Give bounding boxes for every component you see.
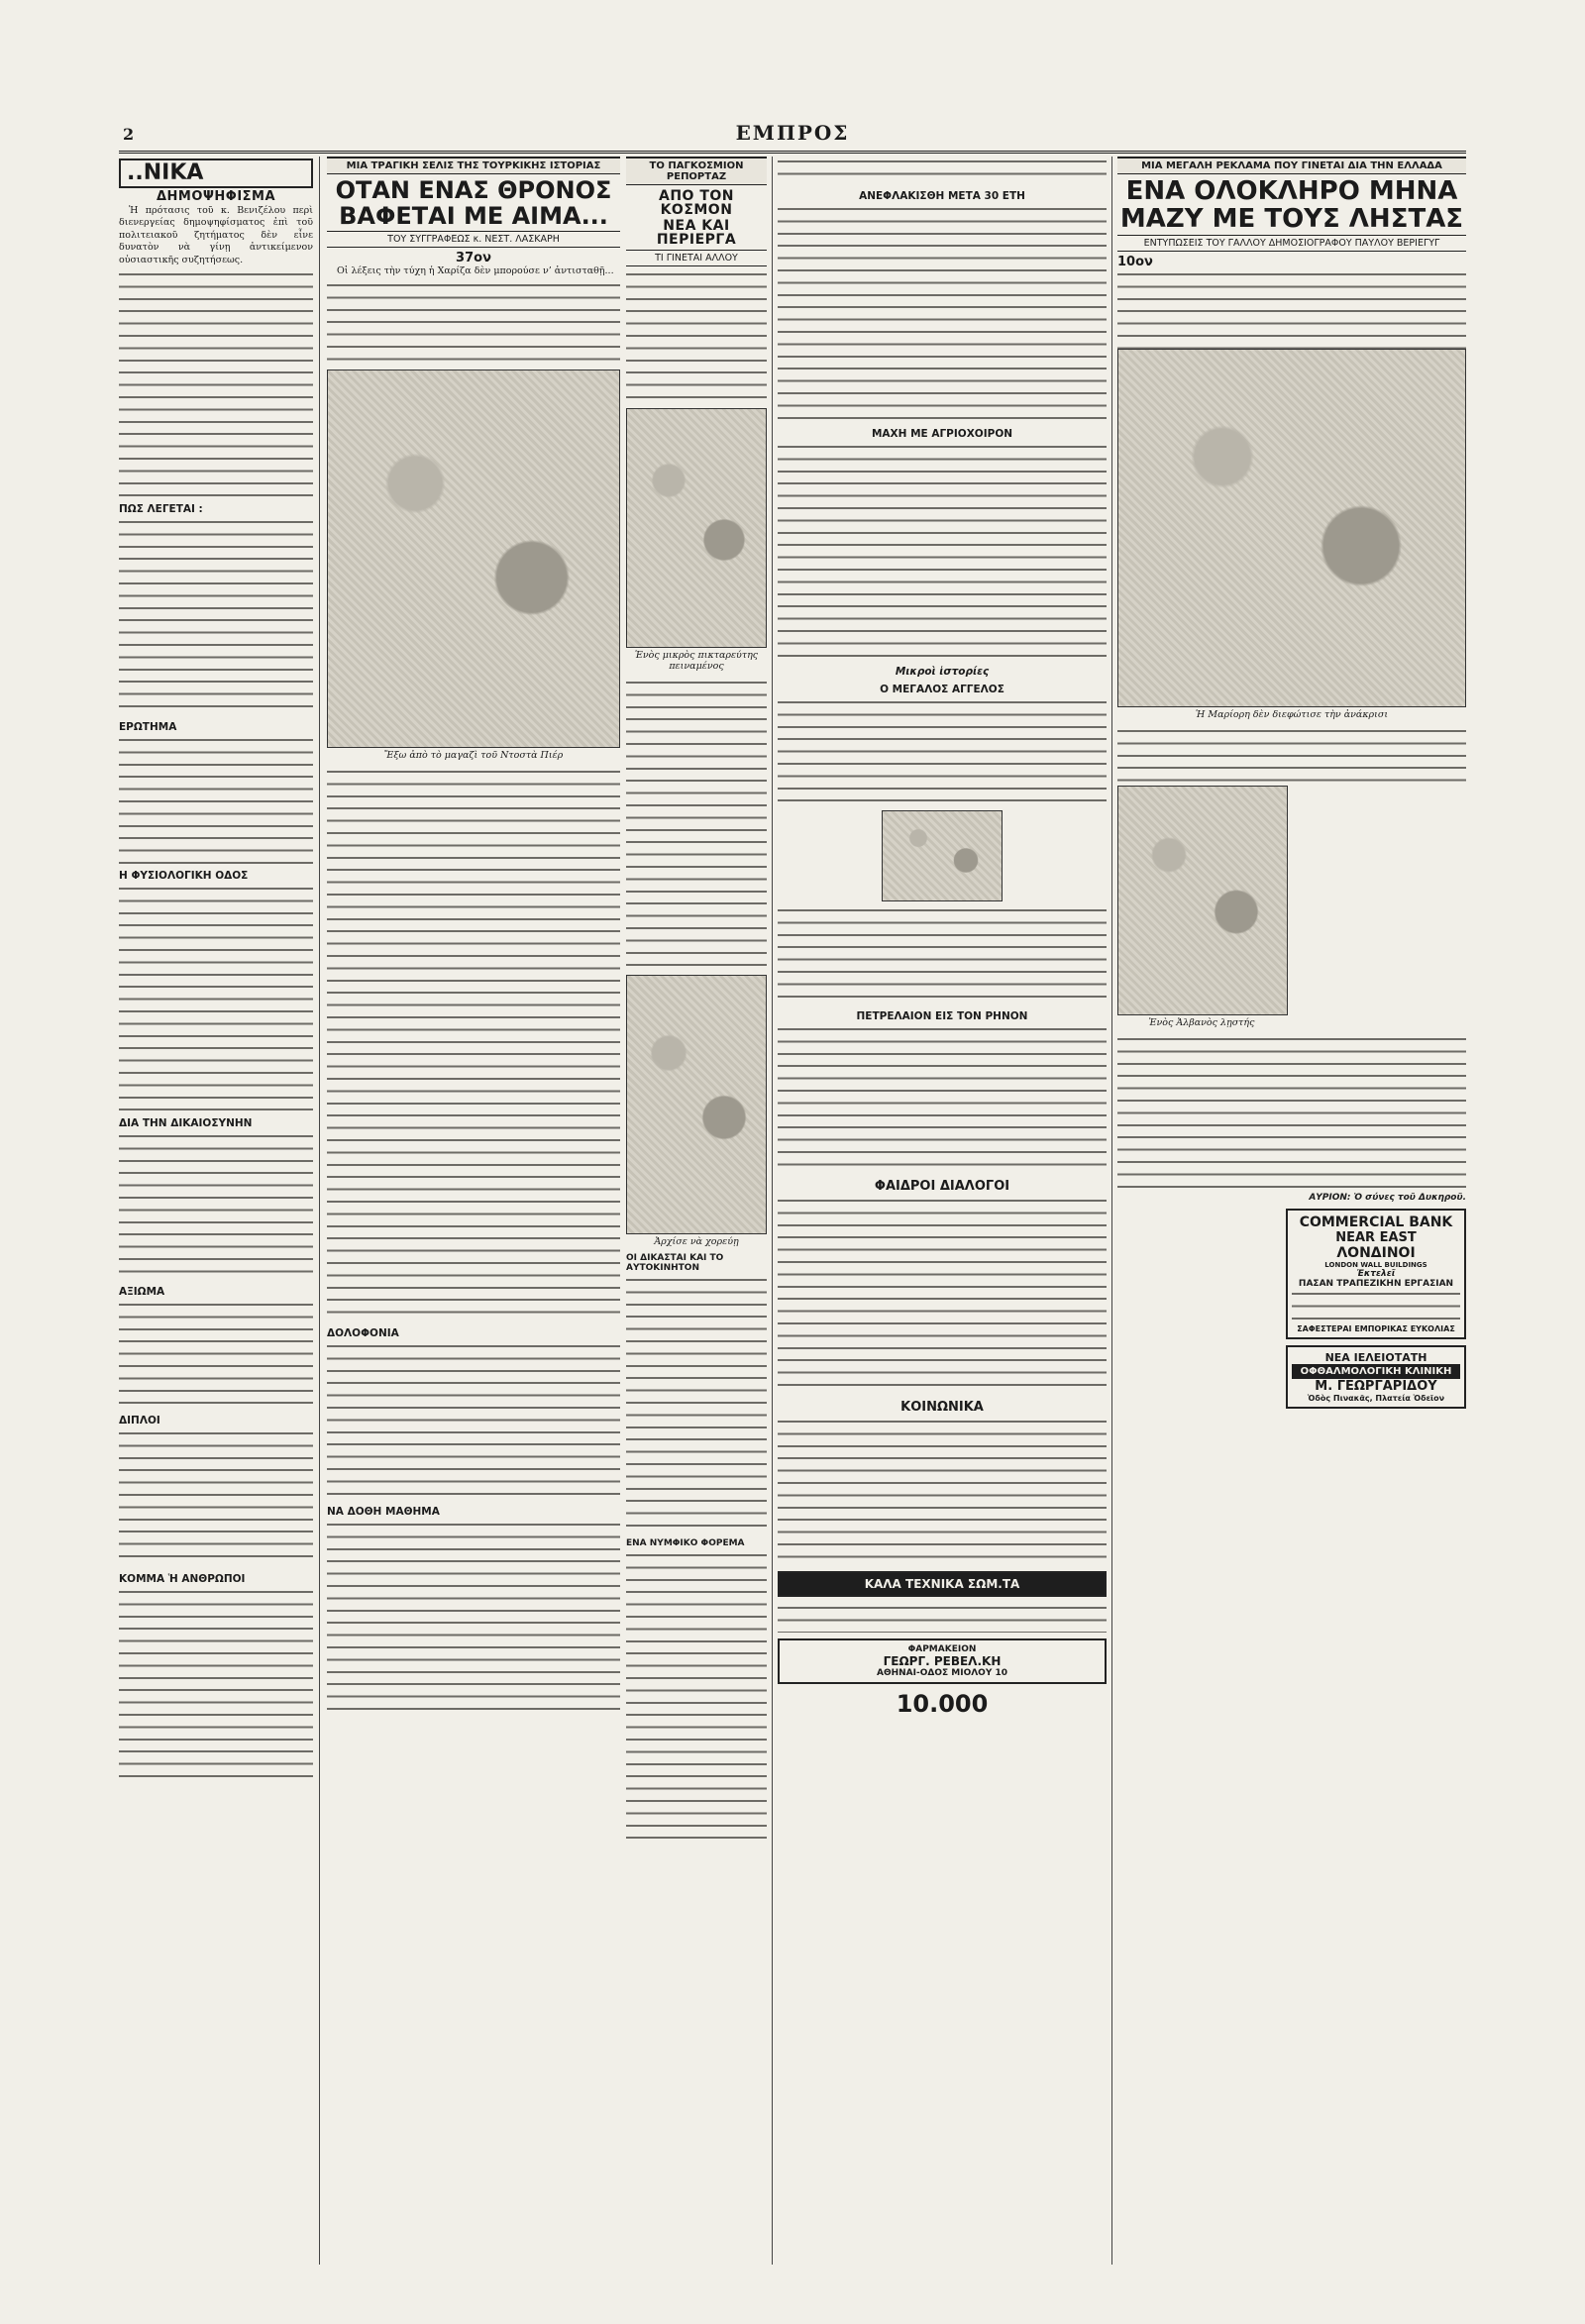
photo-caption: Ἑνὸς Ἀλβανὸς λῃστής — [1148, 1017, 1255, 1028]
subheading: ΔΙΠΛΟΙ — [119, 1415, 160, 1427]
column-world-news — [626, 157, 767, 2265]
story-kicker: ΜΙΑ ΜΕΓΑΛΗ ΡΕΚΛΑΜΑ ΠΟΥ ΓΙΝΕΤΑΙ ΔΙΑ ΤΗΝ ΕΛΛΑΔΑ — [1117, 157, 1466, 174]
subheading: ΦΑΙΔΡΟΙ ΔΙΑΛΟΓΟΙ — [874, 1179, 1010, 1194]
article-body — [626, 678, 767, 975]
bank-tagline: ΣΑΦΕΣΤΕΡΑΙ ΕΜΠΟΡΙΚΑΣ ΕΥΚΟΛΙΑΣ — [1297, 1324, 1455, 1333]
column-politics — [119, 157, 313, 2265]
bank-offer: Ἐκτελεῖ — [1356, 1269, 1396, 1279]
subheading: ΑΝΕΦΛΑΚΙΣΘΗ ΜΕΤΑ 30 ΕΤΗ — [859, 190, 1025, 202]
ad-title: ΦΑΡΜΑΚΕΙΟΝ — [907, 1644, 977, 1654]
subheading: ΠΩΣ ΛΕΓΕΤΑΙ : — [119, 503, 203, 516]
photo-illustration — [626, 408, 767, 648]
ad-body — [778, 1603, 1107, 1633]
article-body — [119, 269, 313, 497]
subheading: ΕΡΩΤΗΜΑ — [119, 721, 177, 734]
subheading: ΔΟΛΟΦΟΝΙΑ — [327, 1327, 399, 1340]
advertisement-suits — [778, 1571, 1107, 1597]
photo-caption: Ἡ Μαρίορη δὲν διεφώτισε τὴν ἀνάκρισι — [1195, 709, 1389, 720]
column-rule — [1111, 157, 1112, 2265]
column-story-throne — [327, 157, 620, 2265]
subheading: ΟΙ ΔΙΚΑΣΤΑΙ ΚΑΙ ΤΟ ΑΥΤΟΚΙΝΗΤΟΝ — [626, 1253, 724, 1273]
article-body — [778, 1024, 1107, 1173]
bandit-photo — [1117, 786, 1288, 1015]
subheading: ΑΞΙΩΜΑ — [119, 1286, 165, 1299]
next-installment: ΑΥΡΙΟΝ: Ὁ σύνες τοῦ Δυκηροῦ. — [1309, 1193, 1466, 1203]
story-lead: Οἱ λέξεις τὴν τύχη ἡ Χαρίζα δὲν μπορούσε ν’ ἀντισταθῇ... — [337, 265, 614, 276]
article-body — [778, 157, 1107, 184]
article-body — [119, 1300, 313, 1409]
subheading: ΚΟΙΝΩΝΙΚΑ — [900, 1400, 984, 1415]
advertisement-clinic — [1286, 1345, 1466, 1409]
subheading: ΝΑ ΔΟΘΗ ΜΑΘΗΜΑ — [327, 1506, 440, 1519]
story-kicker: ΜΙΑ ΤΡΑΓΙΚΗ ΣΕΛΙΣ ΤΗΣ ΤΟΥΡΚΙΚΗΣ ΙΣΤΟΡΙΑΣ — [327, 157, 620, 174]
article-body — [778, 1417, 1107, 1565]
article-body — [119, 1587, 313, 1785]
subheading: Ο ΜΕΓΑΛΟΣ ΑΓΓΕΛΟΣ — [880, 684, 1004, 695]
article-body — [778, 905, 1107, 1004]
ad-title: ΚΑΛΑ ΤΕΧΝΙΚΑ ΣΩΜ.ΤΑ — [864, 1577, 1020, 1591]
photo-caption: Ἑνὸς μικρὸς πικταρεύτης πειναμένος — [634, 650, 759, 672]
column-bandits-story — [1117, 157, 1466, 2265]
bank-address: LONDON WALL BUILDINGS — [1324, 1261, 1427, 1269]
story-headline: ΟΤΑΝ ΕΝΑΣ ΘΡΟΝΟΣ — [335, 176, 612, 204]
newspaper-name: ΕΜΠΡΟΣ — [735, 121, 850, 145]
clinic-address: Ὁδὸς Πινακᾶς, Πλατεία Ὁδεῖον — [1307, 1394, 1445, 1403]
advertisement-pharmacy — [778, 1638, 1107, 1684]
article-body — [119, 884, 313, 1111]
illustration-caption: Ἀρχίσε νὰ χορεύῃ — [654, 1236, 739, 1247]
article-body — [626, 269, 767, 408]
subheading: Μικροὶ ἱστορίες — [895, 666, 990, 678]
article-body — [327, 1341, 620, 1500]
section-sub: ΤΙ ΓΙΝΕΤΑΙ ΑΛΛΟΥ — [626, 250, 767, 266]
advertisement-bank — [1286, 1209, 1466, 1339]
subheading: ΠΕΤΡΕΛΑΙΟΝ ΕΙΣ ΤΟΝ ΡΗΝΟΝ — [856, 1010, 1028, 1022]
clinic-doctor: Μ. ΓΕΩΡΓΑΡΙΔΟΥ — [1315, 1379, 1437, 1394]
article-body — [626, 1550, 767, 1848]
article-body — [119, 517, 313, 715]
column-miscellany — [778, 157, 1107, 2265]
page-number: 2 — [123, 125, 135, 144]
article-lead: Ἡ πρότασις τοῦ κ. Βενιζέλου περὶ διενεργείας δημοψηφίσματος ἐπὶ τοῦ πολιτειακοῦ ζητήματος δὲν εἶνε δυνατὸν νὰ γίνῃ ἀντικείμενον οὐσιαστικῆς συζητήσεως. — [119, 205, 313, 265]
article-body — [778, 204, 1107, 422]
installment-number: 10ον — [1117, 255, 1153, 269]
subheading: Η ΦΥΣΙΟΛΟΓΙΚΗ ΟΔΟΣ — [119, 870, 249, 883]
article-body — [778, 697, 1107, 806]
story-byline: ΕΝΤΥΠΩΣΕΙΣ ΤΟΥ ΓΑΛΛΟΥ ΔΗΜΟΣΙΟΓΡΑΦΟΥ ΠΑΥΛΟΥ ΒΕΡΙΕΓΥΓ — [1117, 235, 1466, 252]
article-body — [327, 1520, 620, 1718]
story-body — [1117, 1034, 1466, 1193]
subheading: ΔΙΑ ΤΗΝ ΔΙΚΑΙΟΣΥΝΗΝ — [119, 1117, 253, 1130]
story-body — [1117, 269, 1466, 349]
section-title: ..ΝΙΚΑ — [119, 158, 313, 188]
ad-body — [1292, 1289, 1460, 1324]
bank-city: ΛΟΝΔΙΝΟΙ — [1336, 1245, 1416, 1261]
section-headline: ΑΠΟ ΤΟΝ ΚΟΣΜΟΝ — [659, 188, 734, 218]
bank-name-2: NEAR EAST — [1335, 1230, 1417, 1245]
column-rule — [319, 157, 320, 2265]
ad-address: ΑΘΗΝΑΙ-ΟΔΟΣ ΜΙΟΛΟΥ 10 — [876, 1668, 1008, 1678]
section-headline: ΝΕΑ ΚΑΙ ΠΕΡΙΕΡΓΑ — [656, 218, 737, 248]
subheading: ΕΝΑ ΝΥΜΦΙΚΟ ΦΟΡΕΜΑ — [626, 1538, 745, 1548]
story-body — [327, 767, 620, 1321]
story-headline: ΒΑΦΕΤΑΙ ΜΕ ΑΙΜΑ... — [339, 202, 608, 230]
story-headline: ΕΝΑ ΟΛΟΚΛΗΡΟ ΜΗΝΑ — [1125, 176, 1458, 206]
story-illustration — [327, 370, 620, 748]
bank-name: COMMERCIAL BANK — [1299, 1215, 1453, 1230]
ad-price: 10.000 — [896, 1690, 989, 1718]
illustration-caption: Ἔξω ἀπὸ τὸ μαγαζὶ τοῦ Ντοστὰ Πιέρ — [383, 750, 564, 762]
clinic-tag: ΝΕΑ ΙΕΛΕΙΟΤΑΤΗ — [1324, 1351, 1427, 1364]
article-headline: ΔΗΜΟΨΗΦΙΣΜΑ — [156, 189, 276, 204]
article-body — [778, 442, 1107, 660]
story-body — [327, 280, 620, 370]
column-rule — [772, 157, 773, 2265]
story-byline: ΤΟΥ ΣΥΓΓΡΑΦΕΩΣ κ. ΝΕΣΤ. ΛΑΣΚΑΡΗ — [327, 231, 620, 248]
story-body — [1117, 726, 1466, 786]
story-photo — [1117, 349, 1466, 707]
article-body — [119, 1428, 313, 1567]
article-body — [119, 735, 313, 864]
subheading: ΜΑΧΗ ΜΕ ΑΓΡΙΟΧΟΙΡΟΝ — [871, 428, 1013, 440]
article-body — [778, 1196, 1107, 1394]
children-illustration — [882, 810, 1003, 901]
installment-number: 37ον — [456, 251, 491, 265]
bank-services: ΠΑΣΑΝ ΤΡΑΠΕΖΙΚΗΝ ΕΡΓΑΣΙΑΝ — [1298, 1279, 1454, 1289]
article-body — [626, 1275, 767, 1532]
clinic-name: ΟΦΘΑΛΜΟΛΟΓΙΚΗ ΚΛΙΝΙΚΗ — [1292, 1364, 1460, 1379]
dancer-illustration — [626, 975, 767, 1234]
section-kicker: ΤΟ ΠΑΓΚΟΣΜΙΟΝ ΡΕΠΟΡΤΑΖ — [626, 157, 767, 185]
subheading: ΚΟΜΜΑ Ἡ ΑΝΘΡΩΠΟΙ — [119, 1573, 246, 1586]
masthead — [119, 117, 1466, 154]
ad-name: ΓΕΩΡΓ. ΡΕΒΕΛ.ΚΗ — [883, 1654, 1002, 1668]
story-headline: ΜΑΖΥ ΜΕ ΤΟΥΣ ΛΗΣΤΑΣ — [1119, 204, 1464, 234]
article-body — [119, 1131, 313, 1280]
